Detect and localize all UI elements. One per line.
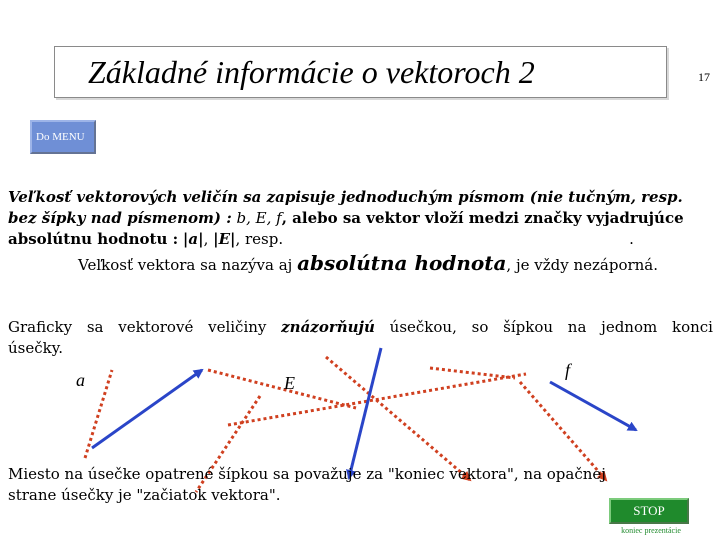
endpoint-paragraph: Miesto na úsečke opatrené šípkou sa považuje za "koniec vektora", na opačnej strane úsečky je "začiatok vektora". <box>8 465 606 504</box>
graphic-emphasis: znázorňujú <box>281 318 375 336</box>
size-text-part1: Veľkosť vektorových veličín sa zapisuje jednoduchým písmom (nie tučným, resp. bez šípky nad písmenom) : <box>8 188 683 227</box>
abs-term: absolútna hodnota <box>297 251 507 275</box>
label-E: E <box>284 373 295 393</box>
menu-button[interactable]: Do MENU <box>30 120 96 154</box>
slide-number: 17 <box>698 70 710 84</box>
label-a: a <box>76 370 85 390</box>
dashed-segment-6 <box>430 368 515 378</box>
abs-a: |a| <box>182 230 204 248</box>
abs-line-end: , je vždy nezáporná. <box>506 256 659 274</box>
vector-arrow-f <box>550 382 636 430</box>
stop-button[interactable]: STOP <box>609 498 689 524</box>
dashed-segment-2 <box>208 370 356 408</box>
graphic-text-end: úsečkou, so šípkou na jednom konci <box>389 318 713 336</box>
size-end-dot: . <box>629 230 634 248</box>
size-paragraph: Veľkosť vektorových veličín sa zapisuje jednoduchým písmom (nie tučným, resp. bez šípky nad písmenom) : b, E, f, alebo sa vektor vloží medzi značky vyjadrujúce absolútnu hodnotu : |a|, |E|, resp. . <box>8 188 684 248</box>
dashed-segment-5 <box>326 357 470 480</box>
size-text-part3: , resp. <box>235 230 284 248</box>
vector-arrow-E <box>349 348 381 478</box>
size-examples: b, E, f <box>236 209 282 227</box>
abs-line-start: Veľkosť vektora sa nazýva aj <box>78 256 293 274</box>
page-title: Základné informácie o vektoroch 2 <box>88 54 535 90</box>
graphic-text-start: Graficky sa vektorové veličiny <box>8 318 267 336</box>
graphic-line2: úsečky. <box>8 339 63 357</box>
stop-sublabel[interactable]: koniec prezentácie <box>621 526 681 535</box>
size-text-part2: , alebo sa vektor vloží medzi značky vyjadrujúce absolútnu hodnotu : <box>8 209 684 248</box>
abs-E: |E| <box>213 230 236 248</box>
label-f: f <box>565 360 571 380</box>
